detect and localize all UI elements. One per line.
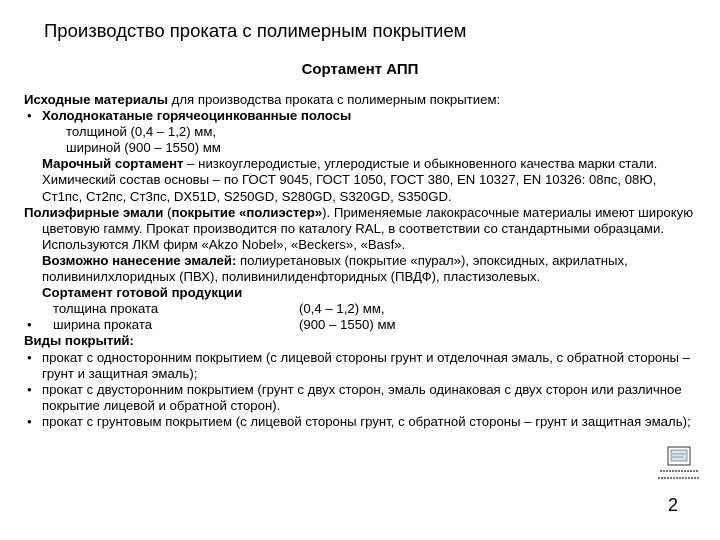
bullet-marker: • <box>27 317 32 333</box>
finished-label <box>24 285 696 301</box>
slide-body <box>24 92 696 430</box>
thickness-line: толщиной (0,4 – 1,2) мм, <box>66 124 217 140</box>
enamels-paragraph <box>24 253 696 285</box>
coating-type-1-text: прокат с односторонним покрытием (с лицевой стороны грунт и отделочная эмаль, с обратной стороны – грунт и защитная эмаль); <box>42 349 691 381</box>
grade-paragraph <box>24 156 696 204</box>
bullet-marker: • <box>27 381 32 397</box>
bullet-marker: • <box>27 413 32 429</box>
bullet-marker: • <box>27 108 32 124</box>
bullet-marker: • <box>27 349 32 365</box>
coating-type-1 <box>24 350 696 382</box>
coating-type-2 <box>24 382 696 414</box>
coating-type-3 <box>24 414 696 430</box>
raw-materials-label: Исходные материалы <box>24 92 168 107</box>
grade-text: – низкоуглеродистые, углеродистые и обыкновенного качества марки стали. Химический состав основы – по ГОСТ 9045, ГОСТ 1050, ГОСТ 380, EN 10327, EN 10326: 08пс, 08Ю, Ст1пс, Ст2пс, Ст3пс, DX51D, S250GD, S280GD, S320GD, S350GD. <box>42 156 658 204</box>
finished-thickness-row <box>24 301 696 317</box>
document-stamp-icon <box>656 446 702 486</box>
cold-rolled-item <box>24 108 696 124</box>
polyester-paragraph <box>24 205 696 253</box>
enamels-label: Возможно нанесение эмалей: <box>42 252 237 268</box>
types-label: Виды покрытий: <box>24 333 134 349</box>
enamels-text: полиуретановых (покрытие «пурал»), эпоксидных, акрилатных, поливинилхлоридных (ПВХ), поливинилиденфторидных (ПВДФ), пластизолевых. <box>42 252 628 285</box>
polyester-paren-open: ( <box>163 204 172 220</box>
polyester-text: ). Применяемые лакокрасочные материалы имеют широкую цветовую гамму. Прокат производится по каталогу RAL, в соответствии со стандартными образцами. Используются ЛКМ фирм «Akzo Nobel», «Beckers», «Basf». <box>42 204 694 252</box>
page-number: 2 <box>667 495 678 515</box>
slide-subtitle: Сортамент АПП <box>301 61 419 78</box>
coating-type-2-text: прокат с двусторонним покрытием (грунт с двух сторон, эмаль одинаковая с двух сторон или различное покрытие лицевой и обратной сторон). <box>42 381 682 413</box>
grade-label: Марочный сортамент <box>42 156 184 172</box>
finished-thickness-value: (0,4 – 1,2) мм, <box>299 301 385 317</box>
slide-title: Производство проката с полимерным покрытием <box>44 20 467 41</box>
raw-materials-text: для производства проката с полимерным покрытием: <box>167 92 501 107</box>
finished-label-text: Сортамент готовой продукции <box>42 285 243 301</box>
cold-rolled-label: Холоднокатаные горячеоцинкованные полосы <box>42 108 352 124</box>
finished-thickness-label: толщина проката <box>53 301 159 317</box>
width-line: шириной (900 – 1550) мм <box>66 140 221 156</box>
polyester-label: Полиэфирные эмали <box>24 204 164 220</box>
finished-width-row <box>24 317 696 333</box>
coating-type-3-text: прокат с грунтовым покрытием (с лицевой стороны грунт, с обратной стороны – грунт и защитная эмаль); <box>42 413 691 429</box>
raw-materials-line <box>24 92 696 108</box>
types-label-line <box>24 333 696 349</box>
polyester-bold: покрытие «полиэстер» <box>171 204 323 220</box>
finished-width-label: ширина проката <box>53 317 153 333</box>
finished-width-value: (900 – 1550) мм <box>299 317 396 333</box>
